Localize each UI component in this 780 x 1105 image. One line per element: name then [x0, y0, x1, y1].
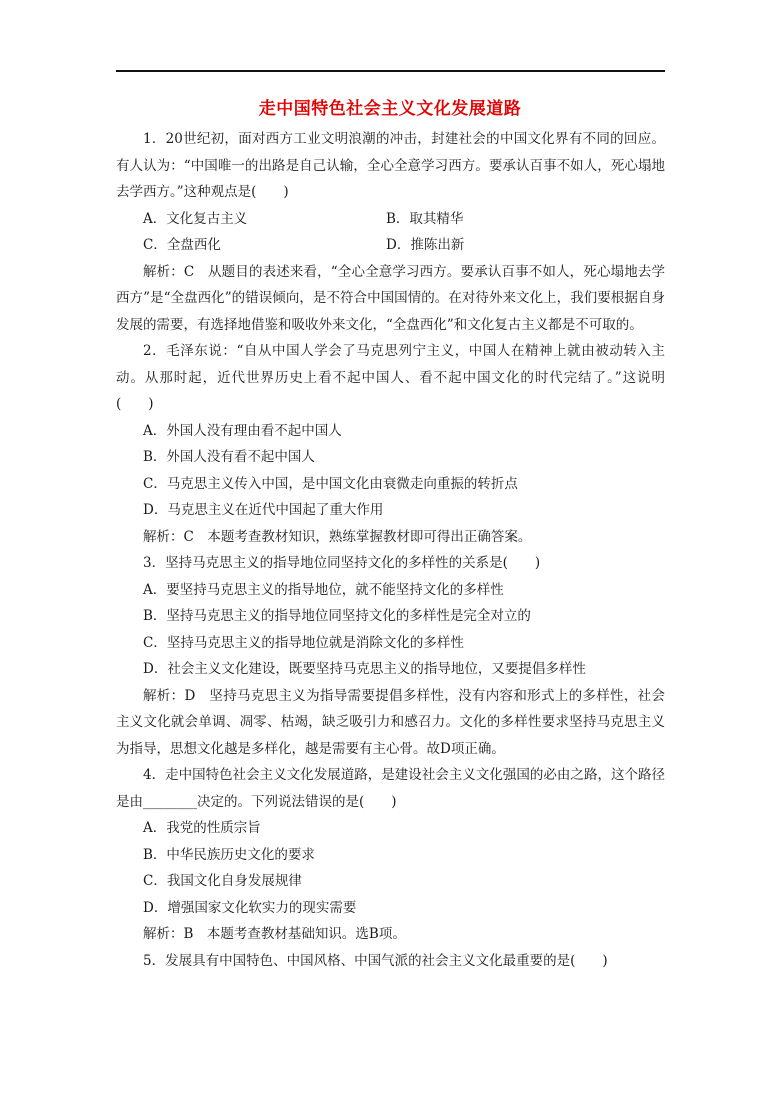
question-2-analysis: 解析：C 本题考查教材知识，熟练掌握教材即可得出正确答案。 [143, 528, 532, 545]
question-3-analysis: 解析：D 坚持马克思主义为指导需要提倡多样性，没有内容和形式上的多样性，社会主义文化就会单调、凋零、枯竭，缺乏吸引力和感召力。文化的多样性要求坚持马克思主义为指导，思想文化越是多样化，越是需要有主心骨。故D项正确。 [116, 687, 665, 757]
question-1-stem: 1．20世纪初，面对西方工业文明浪潮的冲击，封建社会的中国文化界有不同的回应。有人认为：“中国唯一的出路是自己认输，全心全意学习西方。要承认百事不如人，死心塌地去学西方。”这种观点是( ) [116, 131, 665, 200]
question-1-option-c: C．全盘西化 [143, 237, 221, 253]
question-3-option-d: D．社会主义文化建设，既要坚持马克思主义的指导地位，又要提倡多样性 [143, 661, 586, 677]
question-3-option-a: A．要坚持马克思主义的指导地位，就不能坚持文化的多样性 [143, 581, 504, 598]
question-4-option-d: D．增强国家文化软实力的现实需要 [143, 899, 357, 916]
question-2-stem: 2．毛泽东说：“自从中国人学会了马克思列宁主义，中国人在精神上就由被动转入主动。从那时起，近代世界历史上看不起中国人、看不起中国文化的时代完结了。”这说明( ) [116, 343, 665, 412]
question-3-option-b: B．坚持马克思主义的指导地位同坚持文化的多样性是完全对立的 [143, 608, 531, 624]
question-1-analysis: 解析：C 从题目的表述来看，“全心全意学习西方。要承认百事不如人，死心塌地去学西方”是“全盘西化”的错误倾向，是不符合中国国情的。在对待外来文化上，我们要根据自身发展的需要，有选择地借鉴和吸收外来文化，“全盘西化”和文化复古主义都是不可取的。 [116, 263, 665, 333]
question-4-option-b: B．中华民族历史文化的要求 [143, 846, 315, 863]
question-1-option-d: D．推陈出新 [386, 237, 465, 253]
question-4-stem: 4．走中国特色社会主义文化发展道路，是建设社会主义文化强国的必由之路，这个路径是由________决定的。下列说法错误的是( ) [116, 767, 665, 810]
top-rule [116, 70, 665, 72]
question-4-option-a: A．我党的性质宗旨 [143, 820, 261, 836]
question-1-options-row-2 [116, 232, 665, 259]
question-4-analysis: 解析：B 本题考查教材基础知识。选B项。 [143, 926, 406, 942]
question-3-option-c: C．坚持马克思主义的指导地位就是消除文化的多样性 [143, 634, 464, 651]
question-2-option-c: C．马克思主义传入中国，是中国文化由衰微走向重振的转折点 [143, 475, 518, 492]
question-2-option-b: B．外国人没有看不起中国人 [143, 449, 315, 465]
question-2-option-a: A．外国人没有理由看不起中国人 [143, 422, 342, 439]
question-1-option-a: A．文化复古主义 [143, 210, 248, 227]
question-4-option-c: C．我国文化自身发展规律 [143, 873, 302, 889]
page-title: 走中国特色社会主义文化发展道路 [258, 99, 522, 119]
question-5-stem: 5．发展具有中国特色、中国风格、中国气派的社会主义文化最重要的是( ) [143, 952, 608, 969]
question-2-option-d: D．马克思主义在近代中国起了重大作用 [143, 502, 384, 518]
question-3-stem: 3．坚持马克思主义的指导地位同坚持文化的多样性的关系是( ) [143, 555, 541, 571]
question-1-option-b: B．取其精华 [386, 210, 464, 227]
document-body [116, 126, 665, 974]
question-1-options-row-1 [116, 206, 665, 233]
